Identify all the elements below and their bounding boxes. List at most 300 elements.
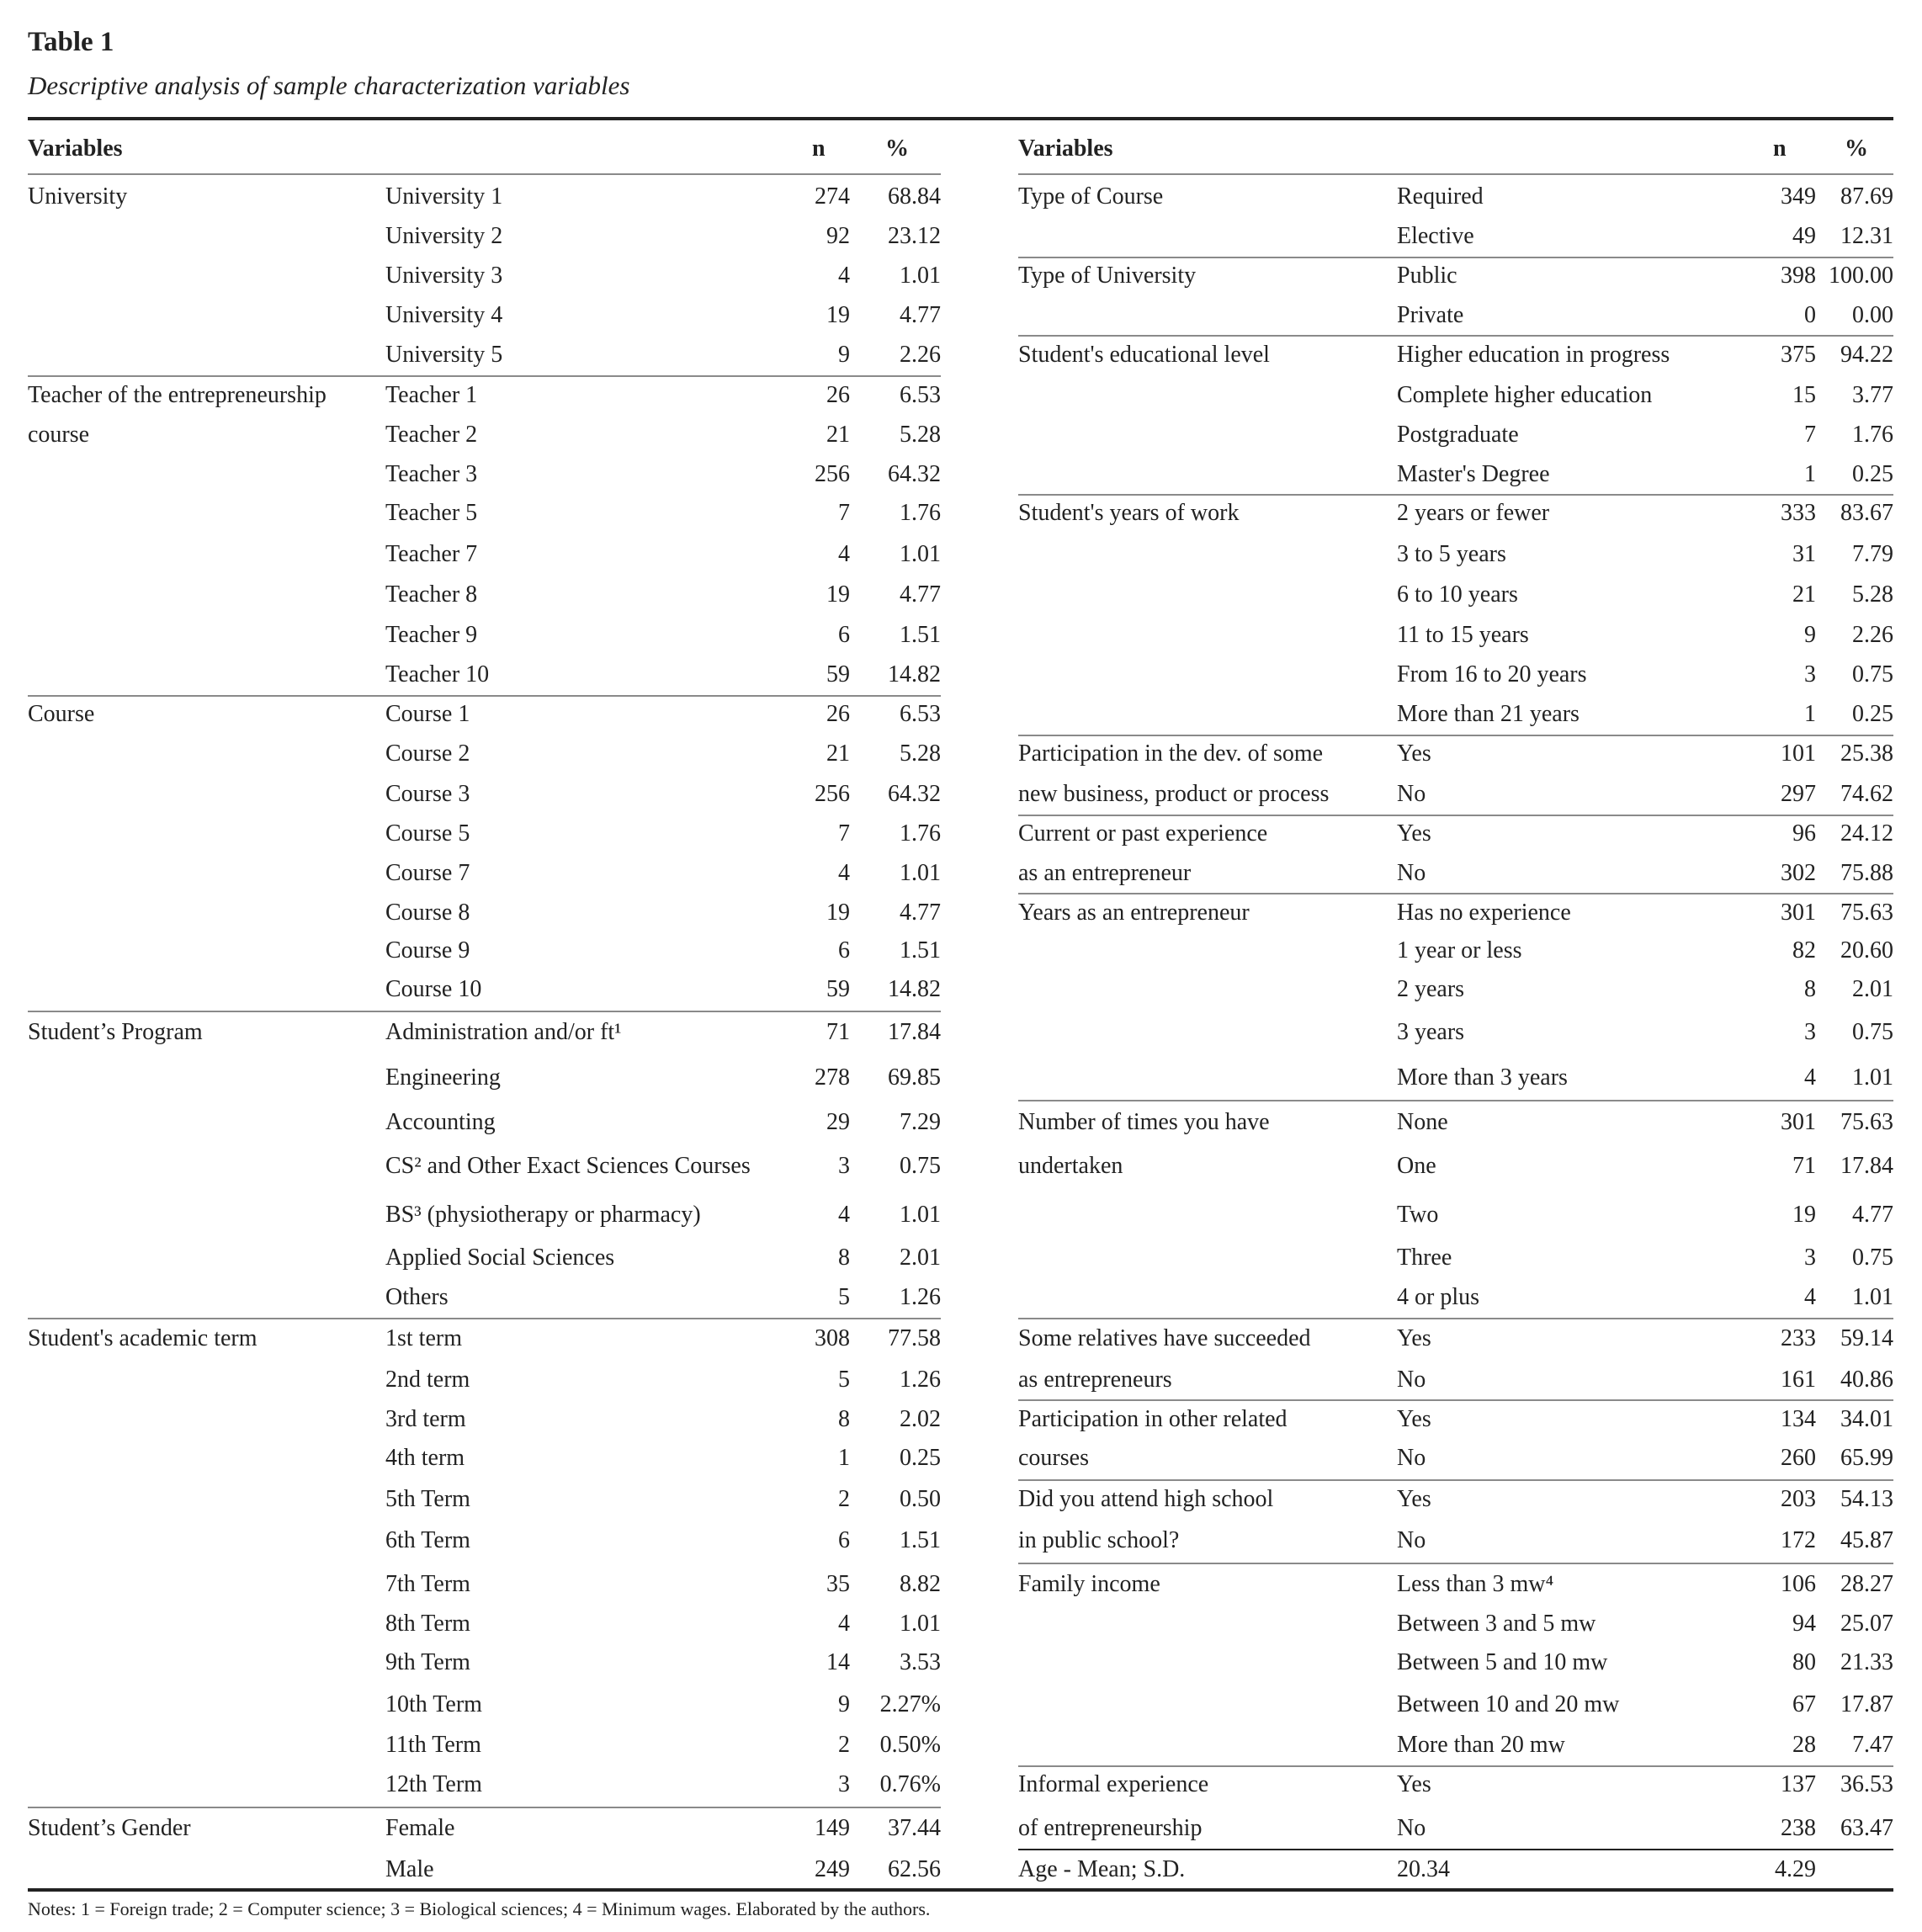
category-label: Public [1397, 262, 1457, 289]
count-value: 256 [815, 781, 850, 808]
category-label: 8th Term [385, 1610, 470, 1637]
count-value: 4 [1804, 1283, 1816, 1310]
variable-label: in public school? [1018, 1527, 1180, 1554]
count-value: 274 [815, 183, 850, 210]
group-divider [1018, 494, 1893, 496]
percent-value: 94.22 [1840, 341, 1893, 368]
header-n: n [1773, 135, 1787, 162]
percent-value: 75.63 [1840, 1108, 1893, 1135]
count-value: 297 [1781, 781, 1816, 808]
category-label: Has no experience [1397, 899, 1571, 926]
category-label: No [1397, 1366, 1426, 1393]
percent-value: 0.25 [900, 1445, 941, 1472]
category-label: Yes [1397, 1325, 1431, 1352]
category-label: University 5 [385, 341, 503, 368]
percent-value: 34.01 [1840, 1405, 1893, 1432]
category-label: University 1 [385, 183, 503, 210]
category-label: University 4 [385, 301, 503, 328]
count-value: 3 [1804, 661, 1816, 688]
count-value: 134 [1781, 1405, 1816, 1432]
count-value: 5 [838, 1366, 850, 1393]
percent-value: 0.75 [900, 1153, 941, 1180]
category-label: 2 years or fewer [1397, 500, 1550, 527]
bottom-rule [28, 1888, 1893, 1892]
category-label: Teacher 3 [385, 460, 478, 487]
header-rule [28, 173, 941, 175]
category-label: 6 to 10 years [1397, 581, 1518, 608]
count-value: 3 [1804, 1018, 1816, 1045]
percent-value: 5.28 [1852, 581, 1893, 608]
category-label: Teacher 8 [385, 581, 478, 608]
percent-value: 62.56 [888, 1856, 941, 1883]
percent-value: 1.01 [900, 262, 941, 289]
percent-value: 25.07 [1840, 1610, 1893, 1637]
group-divider [1018, 815, 1893, 816]
percent-value: 5.28 [900, 740, 941, 767]
count-value: 49 [1792, 223, 1816, 250]
variable-label: as entrepreneurs [1018, 1366, 1172, 1393]
percent-value: 65.99 [1840, 1445, 1893, 1472]
count-value: 6 [838, 937, 850, 964]
percent-value: 0.75 [1852, 1018, 1893, 1045]
percent-value: 1.01 [1852, 1283, 1893, 1310]
percent-value: 63.47 [1840, 1814, 1893, 1841]
percent-value: 7.47 [1852, 1732, 1893, 1759]
percent-value: 4.77 [900, 899, 941, 926]
category-label: 9th Term [385, 1649, 470, 1676]
category-label: More than 21 years [1397, 701, 1580, 728]
percent-value: 7.29 [900, 1108, 941, 1135]
group-divider [28, 1011, 941, 1012]
category-label: Between 3 and 5 mw [1397, 1610, 1596, 1637]
variable-label: Number of times you have [1018, 1108, 1270, 1135]
header-percent: % [885, 135, 909, 162]
count-value: 2 [838, 1485, 850, 1512]
category-label: Applied Social Sciences [385, 1244, 615, 1271]
percent-value: 1.26 [900, 1366, 941, 1393]
percent-value: 20.60 [1840, 937, 1893, 964]
header-variables: Variables [1018, 135, 1113, 162]
category-label: Complete higher education [1397, 381, 1653, 408]
percent-value: 24.12 [1840, 820, 1893, 847]
variable-label: Age - Mean; S.D. [1018, 1856, 1186, 1883]
percent-value: 4.77 [900, 581, 941, 608]
percent-value: 1.01 [900, 1610, 941, 1637]
percent-value: 17.87 [1840, 1691, 1893, 1718]
category-label: 2 years [1397, 975, 1465, 1002]
percent-value: 5.28 [900, 421, 941, 448]
count-value: 349 [1781, 183, 1816, 210]
percent-value: 2.26 [1852, 622, 1893, 649]
percent-value: 1.01 [900, 540, 941, 567]
count-value: 29 [826, 1108, 850, 1135]
category-label: Others [385, 1283, 449, 1310]
percent-value: 69.85 [888, 1064, 941, 1091]
percent-value: 64.32 [888, 460, 941, 487]
category-label: Course 9 [385, 937, 470, 964]
category-label: Private [1397, 301, 1464, 328]
count-value: 14 [826, 1649, 850, 1676]
percent-value: 1.51 [900, 1527, 941, 1554]
count-value: 28 [1792, 1732, 1816, 1759]
category-label: None [1397, 1108, 1448, 1135]
percent-value: 0.75 [1852, 661, 1893, 688]
category-label: Course 2 [385, 740, 470, 767]
count-value: 3 [1804, 1244, 1816, 1271]
count-value: 2 [838, 1732, 850, 1759]
percent-value: 2.01 [1852, 975, 1893, 1002]
group-divider [1018, 735, 1893, 736]
category-label: Elective [1397, 223, 1474, 250]
category-label: Course 7 [385, 859, 470, 886]
category-label: 3 years [1397, 1018, 1465, 1045]
percent-value: 54.13 [1840, 1485, 1893, 1512]
count-value: 4 [838, 1201, 850, 1228]
count-value: 238 [1781, 1814, 1816, 1841]
category-label: 2nd term [385, 1366, 470, 1393]
category-label: Higher education in progress [1397, 341, 1670, 368]
category-label: 20.34 [1397, 1856, 1450, 1883]
variable-label: new business, product or process [1018, 781, 1330, 808]
count-value: 4 [1804, 1064, 1816, 1091]
category-label: Yes [1397, 1405, 1431, 1432]
category-label: Male [385, 1856, 434, 1883]
variable-label: Teacher of the entrepreneurship [28, 381, 327, 408]
category-label: Teacher 1 [385, 381, 478, 408]
category-label: Course 8 [385, 899, 470, 926]
category-label: Female [385, 1814, 455, 1841]
count-value: 1 [1804, 460, 1816, 487]
group-divider [1018, 1100, 1893, 1101]
category-label: Teacher 9 [385, 622, 478, 649]
category-label: Between 10 and 20 mw [1397, 1691, 1620, 1718]
group-divider [28, 1807, 941, 1808]
group-divider [1018, 335, 1893, 337]
group-divider [1018, 1479, 1893, 1481]
group-divider [1018, 1399, 1893, 1401]
group-divider [28, 375, 941, 377]
table-title: Table 1 [28, 27, 114, 57]
percent-value: 28.27 [1840, 1570, 1893, 1597]
percent-value: 1.76 [900, 820, 941, 847]
count-value: 19 [826, 301, 850, 328]
count-value: 31 [1792, 540, 1816, 567]
category-label: 12th Term [385, 1771, 482, 1798]
count-value: 101 [1781, 740, 1816, 767]
percent-value: 7.79 [1852, 540, 1893, 567]
count-value: 249 [815, 1856, 850, 1883]
count-value: 80 [1792, 1649, 1816, 1676]
category-label: Course 1 [385, 701, 470, 728]
percent-value: 6.53 [900, 381, 941, 408]
variable-label: Student’s Gender [28, 1814, 191, 1841]
header-rule [1018, 173, 1893, 175]
header-n: n [812, 135, 826, 162]
category-label: From 16 to 20 years [1397, 661, 1587, 688]
count-value: 15 [1792, 381, 1816, 408]
count-value: 278 [815, 1064, 850, 1091]
category-label: Course 3 [385, 781, 470, 808]
count-value: 5 [838, 1283, 850, 1310]
variable-label: Some relatives have succeeded [1018, 1325, 1311, 1352]
percent-value: 75.63 [1840, 899, 1893, 926]
variable-label: Participation in other related [1018, 1405, 1288, 1432]
percent-value: 8.82 [900, 1570, 941, 1597]
category-label: 3rd term [385, 1405, 466, 1432]
count-value: 67 [1792, 1691, 1816, 1718]
count-value: 4 [838, 540, 850, 567]
table-subtitle: Descriptive analysis of sample characterization variables [28, 71, 630, 100]
category-label: Yes [1397, 1485, 1431, 1512]
count-value: 92 [826, 223, 850, 250]
category-label: Teacher 10 [385, 661, 490, 688]
count-value: 137 [1781, 1771, 1816, 1798]
category-label: Two [1397, 1201, 1439, 1228]
variable-label: University [28, 183, 128, 210]
count-value: 7 [838, 820, 850, 847]
variable-label: courses [1018, 1445, 1089, 1472]
variable-label: Student’s Program [28, 1018, 203, 1045]
variable-label: Years as an entrepreneur [1018, 899, 1250, 926]
category-label: BS³ (physiotherapy or pharmacy) [385, 1201, 701, 1228]
count-value: 21 [826, 740, 850, 767]
category-label: Course 10 [385, 975, 482, 1002]
category-label: Less than 3 mw⁴ [1397, 1570, 1554, 1597]
count-value: 9 [838, 1691, 850, 1718]
category-label: No [1397, 859, 1426, 886]
category-label: 4th term [385, 1445, 465, 1472]
percent-value: 0.50 [900, 1485, 941, 1512]
variable-label: Did you attend high school [1018, 1485, 1274, 1512]
percent-value: 2.02 [900, 1405, 941, 1432]
count-value: 9 [838, 341, 850, 368]
group-divider [1018, 1849, 1893, 1850]
category-label: Yes [1397, 1771, 1431, 1798]
percent-value: 1.01 [900, 1201, 941, 1228]
percent-value: 1.76 [900, 500, 941, 527]
category-label: No [1397, 1527, 1426, 1554]
group-divider [1018, 1318, 1893, 1319]
category-label: Teacher 7 [385, 540, 478, 567]
group-divider [1018, 257, 1893, 258]
variable-label: Student's academic term [28, 1325, 258, 1352]
percent-value: 0.76% [879, 1771, 941, 1798]
category-label: 10th Term [385, 1691, 482, 1718]
category-label: 4 or plus [1397, 1283, 1479, 1310]
count-value: 21 [1792, 581, 1816, 608]
count-value: 96 [1792, 820, 1816, 847]
count-value: 161 [1781, 1366, 1816, 1393]
percent-value: 87.69 [1840, 183, 1893, 210]
percent-value: 83.67 [1840, 500, 1893, 527]
count-value: 0 [1804, 301, 1816, 328]
variable-label: Type of Course [1018, 183, 1164, 210]
count-value: 149 [815, 1814, 850, 1841]
count-value: 7 [838, 500, 850, 527]
count-value: 59 [826, 661, 850, 688]
count-value: 260 [1781, 1445, 1816, 1472]
percent-value: 74.62 [1840, 781, 1893, 808]
count-value: 8 [1804, 975, 1816, 1002]
group-divider [1018, 1765, 1893, 1767]
count-value: 333 [1781, 500, 1816, 527]
variable-label: course [28, 421, 90, 448]
category-label: Master's Degree [1397, 460, 1550, 487]
percent-value: 0.25 [1852, 460, 1893, 487]
percent-value: 77.58 [888, 1325, 941, 1352]
category-label: One [1397, 1153, 1436, 1180]
group-divider [28, 1318, 941, 1319]
count-value: 203 [1781, 1485, 1816, 1512]
count-value: 256 [815, 460, 850, 487]
count-value: 308 [815, 1325, 850, 1352]
percent-value: 23.12 [888, 223, 941, 250]
count-value: 1 [1804, 701, 1816, 728]
count-value: 6 [838, 622, 850, 649]
percent-value: 0.75 [1852, 1244, 1893, 1271]
category-label: Accounting [385, 1108, 496, 1135]
top-rule [28, 117, 1893, 120]
variable-label: Participation in the dev. of some [1018, 740, 1324, 767]
category-label: 11th Term [385, 1732, 481, 1759]
category-label: Between 5 and 10 mw [1397, 1649, 1608, 1676]
percent-value: 1.76 [1852, 421, 1893, 448]
percent-value: 2.01 [900, 1244, 941, 1271]
count-value: 19 [1792, 1201, 1816, 1228]
category-label: Required [1397, 183, 1484, 210]
count-value: 302 [1781, 859, 1816, 886]
count-value: 3 [838, 1153, 850, 1180]
percent-value: 36.53 [1840, 1771, 1893, 1798]
category-label: 3 to 5 years [1397, 540, 1506, 567]
variable-label: Family income [1018, 1570, 1160, 1597]
percent-value: 68.84 [888, 183, 941, 210]
percent-value: 1.26 [900, 1283, 941, 1310]
count-value: 233 [1781, 1325, 1816, 1352]
category-label: Teacher 5 [385, 500, 478, 527]
count-value: 19 [826, 581, 850, 608]
variable-label: Course [28, 701, 95, 728]
category-label: Engineering [385, 1064, 501, 1091]
header-percent: % [1845, 135, 1868, 162]
group-divider [28, 695, 941, 697]
category-label: Yes [1397, 820, 1431, 847]
count-value: 172 [1781, 1527, 1816, 1554]
variable-label: Current or past experience [1018, 820, 1268, 847]
percent-value: 1.51 [900, 622, 941, 649]
percent-value: 4.77 [1852, 1201, 1893, 1228]
count-value: 82 [1792, 937, 1816, 964]
count-value: 375 [1781, 341, 1816, 368]
category-label: CS² and Other Exact Sciences Courses [385, 1153, 751, 1180]
category-label: Teacher 2 [385, 421, 478, 448]
count-value: 398 [1781, 262, 1816, 289]
header-variables: Variables [28, 135, 123, 162]
count-value: 9 [1804, 622, 1816, 649]
category-label: 7th Term [385, 1570, 470, 1597]
group-divider [1018, 1563, 1893, 1564]
category-label: 5th Term [385, 1485, 470, 1512]
percent-value: 0.25 [1852, 701, 1893, 728]
count-value: 7 [1804, 421, 1816, 448]
percent-value: 2.26 [900, 341, 941, 368]
percent-value: 45.87 [1840, 1527, 1893, 1554]
percent-value: 12.31 [1840, 223, 1893, 250]
category-label: University 3 [385, 262, 503, 289]
percent-value: 2.27% [879, 1691, 941, 1718]
variable-label: undertaken [1018, 1153, 1123, 1180]
category-label: 6th Term [385, 1527, 470, 1554]
percent-value: 3.77 [1852, 381, 1893, 408]
percent-value: 0.00 [1852, 301, 1893, 328]
category-label: 1st term [385, 1325, 462, 1352]
count-value: 106 [1781, 1570, 1816, 1597]
count-value: 4 [838, 1610, 850, 1637]
count-value: 59 [826, 975, 850, 1002]
percent-value: 4.77 [900, 301, 941, 328]
count-value: 4.29 [1775, 1856, 1816, 1883]
count-value: 4 [838, 262, 850, 289]
percent-value: 14.82 [888, 975, 941, 1002]
category-label: More than 20 mw [1397, 1732, 1565, 1759]
count-value: 301 [1781, 1108, 1816, 1135]
percent-value: 17.84 [888, 1018, 941, 1045]
category-label: Course 5 [385, 820, 470, 847]
group-divider [1018, 893, 1893, 894]
count-value: 35 [826, 1570, 850, 1597]
variable-label: Student's years of work [1018, 500, 1240, 527]
count-value: 301 [1781, 899, 1816, 926]
category-label: No [1397, 781, 1426, 808]
count-value: 4 [838, 859, 850, 886]
variable-label: Student's educational level [1018, 341, 1270, 368]
variable-label: Type of University [1018, 262, 1197, 289]
count-value: 26 [826, 381, 850, 408]
category-label: More than 3 years [1397, 1064, 1568, 1091]
category-label: 11 to 15 years [1397, 622, 1529, 649]
percent-value: 6.53 [900, 701, 941, 728]
percent-value: 1.01 [900, 859, 941, 886]
count-value: 26 [826, 701, 850, 728]
percent-value: 40.86 [1840, 1366, 1893, 1393]
count-value: 3 [838, 1771, 850, 1798]
percent-value: 37.44 [888, 1814, 941, 1841]
count-value: 6 [838, 1527, 850, 1554]
percent-value: 100.00 [1829, 262, 1893, 289]
category-label: Three [1397, 1244, 1452, 1271]
category-label: No [1397, 1445, 1426, 1472]
count-value: 94 [1792, 1610, 1816, 1637]
category-label: University 2 [385, 223, 503, 250]
percent-value: 0.50% [879, 1732, 941, 1759]
count-value: 1 [838, 1445, 850, 1472]
category-label: No [1397, 1814, 1426, 1841]
percent-value: 21.33 [1840, 1649, 1893, 1676]
category-label: Yes [1397, 740, 1431, 767]
category-label: 1 year or less [1397, 937, 1522, 964]
count-value: 8 [838, 1405, 850, 1432]
percent-value: 75.88 [1840, 859, 1893, 886]
percent-value: 64.32 [888, 781, 941, 808]
percent-value: 1.51 [900, 937, 941, 964]
percent-value: 59.14 [1840, 1325, 1893, 1352]
percent-value: 3.53 [900, 1649, 941, 1676]
percent-value: 17.84 [1840, 1153, 1893, 1180]
variable-label: of entrepreneurship [1018, 1814, 1203, 1841]
count-value: 8 [838, 1244, 850, 1271]
table-notes: Notes: 1 = Foreign trade; 2 = Computer science; 3 = Biological sciences; 4 = Minimum wages. Elaborated by the authors. [28, 1898, 931, 1919]
variable-label: as an entrepreneur [1018, 859, 1192, 886]
